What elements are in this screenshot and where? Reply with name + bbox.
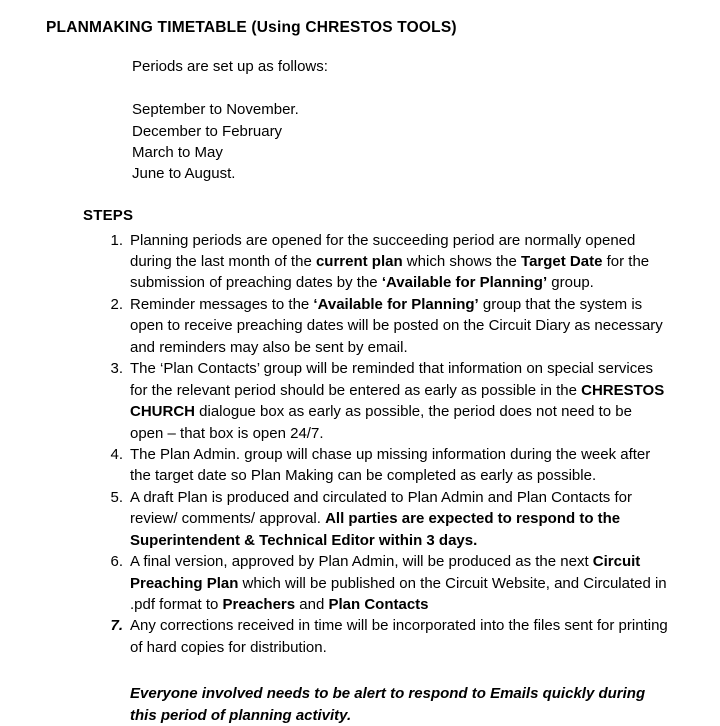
step-emphasis: CHRESTOS CHURCH <box>130 381 665 421</box>
step-text: A draft Plan is produced and circulated to Plan Admin and Plan Contacts for review/ comments/ approval. <box>130 488 632 528</box>
step-text: dialogue box as early as possible, the period does not need to be open – that box is open 24/7. <box>130 403 632 442</box>
intro-text: Periods are set up as follows: <box>132 58 328 76</box>
step-text: Any corrections received in time will be incorporated into the files sent for printing of hard copies for distribution. <box>130 617 668 656</box>
step-item <box>46 615 674 658</box>
closing-note: Everyone involved needs to be alert to respond to Emails quickly during this period of planning activity. <box>130 685 646 724</box>
step-text: group that the system is open to receive preaching dates will be posted on the Circuit Diary as necessary and reminders may also be sent by email. <box>130 295 663 356</box>
step-text: for the submission of preaching dates by the <box>130 253 650 292</box>
step-item <box>46 551 674 615</box>
step-emphasis: Preachers <box>222 596 296 614</box>
step-text: The Plan Admin. group will chase up missing information during the week after the target date so Plan Making can be completed as early as possible. <box>130 445 651 485</box>
step-emphasis: All parties are expected to respond to the Superintendent & Technical Editor within 3 days. <box>130 510 621 549</box>
step-item <box>46 358 674 444</box>
step-emphasis: Target Date <box>521 253 603 271</box>
period-item: March to May <box>132 143 223 161</box>
step-text: Planning periods are opened for the succeeding period are normally opened during the last month of the <box>130 231 636 271</box>
step-text: and <box>295 596 329 614</box>
step-text: which shows the <box>402 253 522 271</box>
step-item <box>46 444 674 487</box>
step-text: A final version, approved by Plan Admin, will be produced as the next <box>130 553 593 571</box>
step-text: Reminder messages to the <box>130 295 314 313</box>
step-text: group. <box>547 274 594 292</box>
period-item: September to November. <box>132 101 299 119</box>
step-emphasis: ‘Available for Planning’ <box>381 274 548 292</box>
step-emphasis: Circuit Preaching Plan <box>130 553 641 592</box>
step-item <box>46 294 674 358</box>
period-item: December to February <box>132 122 283 140</box>
steps-list <box>46 230 674 659</box>
step-emphasis: current plan <box>315 253 403 271</box>
period-item: June to August. <box>132 165 236 183</box>
step-text: The ‘Plan Contacts’ group will be reminded that information on special services for the relevant period should be entered as early as possible in the <box>130 360 654 399</box>
step-item <box>46 230 674 294</box>
step-text: which will be published on the Circuit Website, and Circulated in .pdf format to <box>130 574 667 614</box>
steps-heading: STEPS <box>83 206 134 224</box>
step-emphasis: Plan Contacts <box>328 596 429 614</box>
periods-list <box>132 99 674 184</box>
page-title: PLANMAKING TIMETABLE (Using CHRESTOS TOOLS) <box>46 19 457 36</box>
step-item <box>46 487 674 551</box>
step-emphasis: ‘Available for Planning’ <box>313 295 479 313</box>
